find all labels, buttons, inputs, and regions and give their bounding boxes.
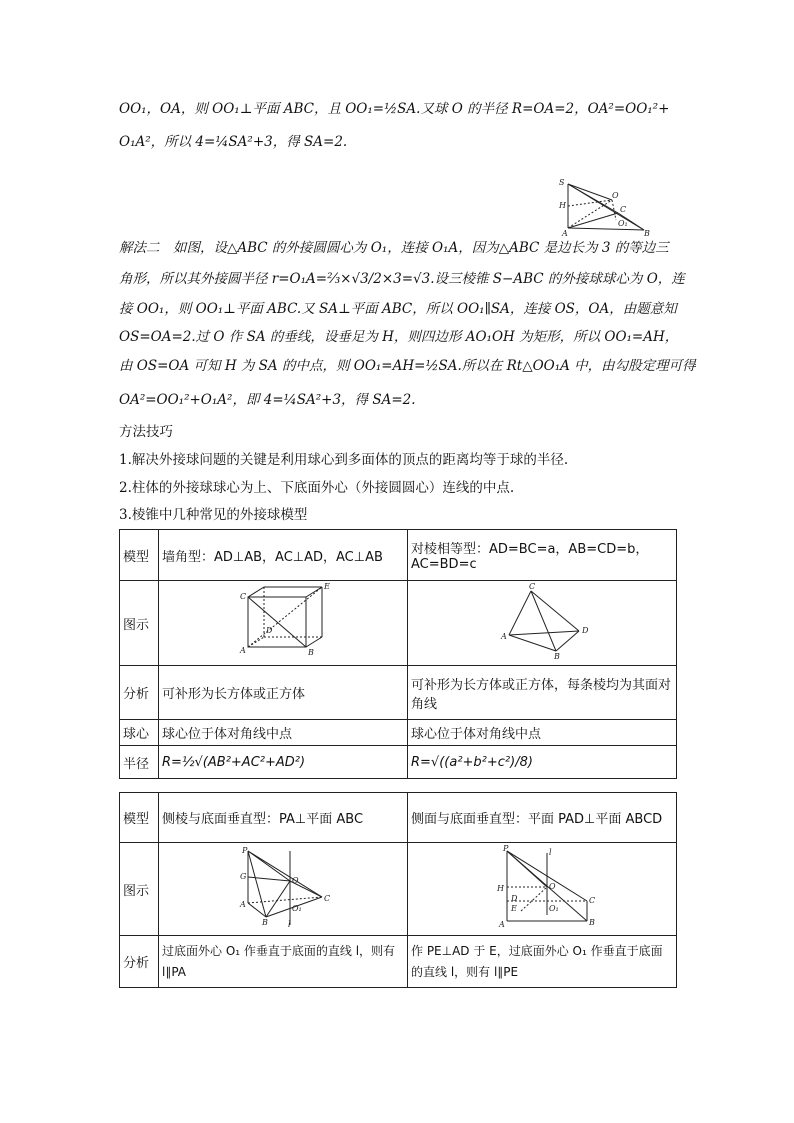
section-heading: 方法技巧 (119, 424, 173, 440)
figure-cell-4 (408, 843, 677, 936)
svg-text:C: C (529, 583, 536, 591)
header-model: 模型 (120, 530, 159, 581)
svg-text:A: A (562, 229, 568, 236)
analysis-2: 可补形为长方体或正方体，每条棱均为其面对角线 (408, 666, 677, 720)
header-figure: 图示 (120, 581, 159, 666)
text-line-2: O₁A²，所以 4=¼SA²+3，得 SA=2. (119, 134, 348, 150)
text-line-7: 由 OS=OA 可知 H 为 SA 的中点，则 OO₁=AH=½SA.所以在 Rt△OO₁A 中，由勾股定理可得 (119, 358, 696, 374)
header-figure-2: 图示 (120, 843, 159, 936)
svg-text:P: P (242, 846, 248, 855)
tip-1: 1.解决外接球问题的关键是利用球心到多面体的顶点的距离均等于球的半径. (119, 452, 569, 468)
svg-text:A: A (240, 646, 246, 655)
svg-text:H: H (559, 201, 566, 210)
center-2: 球心位于体对角线中点 (408, 720, 677, 746)
tetrahedron-figure (411, 583, 669, 659)
svg-text:C: C (240, 592, 247, 601)
svg-text:S: S (559, 178, 565, 187)
svg-text:O₁: O₁ (292, 904, 302, 913)
svg-text:C: C (589, 896, 596, 905)
svg-text:O: O (549, 882, 556, 891)
figure-cell-2 (408, 581, 677, 666)
header-model-2: 模型 (120, 793, 159, 843)
svg-text:l: l (549, 848, 552, 857)
svg-text:B: B (554, 652, 560, 659)
svg-text:C: C (324, 894, 331, 903)
svg-text:C: C (620, 205, 627, 214)
svg-text:O: O (292, 876, 299, 885)
header-radius: 半径 (120, 746, 159, 779)
text-line-5: 接 OO₁，则 OO₁⊥平面 ABC.又 SA⊥平面 ABC，所以 OO₁∥SA，连接 OS，OA，由题意知 (119, 301, 677, 317)
svg-text:D: D (582, 626, 589, 635)
svg-text:B: B (644, 229, 650, 236)
cuboid-figure (162, 583, 402, 659)
tip-3: 3.棱锥中几种常见的外接球模型 (119, 507, 308, 523)
svg-text:A: A (501, 632, 507, 641)
pyramid-figure-pa (162, 845, 402, 929)
analysis-3: 过底面外心 O₁ 作垂直于底面的直线 l，则有 l∥PA (159, 936, 408, 988)
svg-text:B: B (308, 648, 314, 657)
svg-text:E: E (324, 583, 330, 591)
radius-formula-1: R=½√(AB²+AC²+AD²) (159, 746, 408, 779)
model-lateral-face-perpendicular: 侧面与底面垂直型：平面 PAD⊥平面 ABCD (408, 793, 677, 843)
figure-cell-3 (159, 843, 408, 936)
text-line-1: OO₁，OA，则 OO₁⊥平面 ABC，且 OO₁=½SA.又球 O 的半径 R=OA=2，OA²=OO₁²+ (119, 101, 670, 117)
header-analysis: 分析 (120, 666, 159, 720)
figure-sphere-tetrahedron (556, 176, 656, 236)
analysis-4: 作 PE⊥AD 于 E，过底面外心 O₁ 作垂直于底面的直线 l，则有 l∥PE (408, 936, 677, 988)
model-equal-opposite-edges: 对棱相等型：AD=BC=a，AB=CD=b，AC=BD=c (408, 530, 677, 581)
model-table-1 (119, 529, 677, 779)
header-analysis-2: 分析 (120, 936, 159, 988)
text-line-6: OS=OA=2.过 O 作 SA 的垂线，设垂足为 H，则四边形 AO₁OH 为矩形，所以 OO₁=AH， (119, 329, 679, 345)
svg-text:D: D (511, 894, 518, 903)
svg-text:E: E (511, 904, 517, 913)
text-line-3: 解法二 如图，设△ABC 的外接圆圆心为 O₁，连接 O₁A，因为△ABC 是边长为 3 的等边三 (119, 240, 669, 256)
header-center: 球心 (120, 720, 159, 746)
svg-text:P: P (503, 845, 509, 853)
svg-text:O₁: O₁ (618, 219, 628, 228)
text-line-4: 角形，所以其外接圆半径 r=O₁A=⅔×√3/2×3=√3.设三棱锥 S−ABC 的外接球球心为 O，连 (119, 271, 685, 287)
model-lateral-edge-perpendicular: 侧棱与底面垂直型：PA⊥平面 ABC (159, 793, 408, 843)
svg-text:B: B (589, 918, 595, 927)
svg-text:O: O (612, 191, 619, 200)
pyramid-figure-pe (411, 845, 669, 929)
svg-text:G: G (240, 872, 247, 881)
svg-text:O₁: O₁ (549, 904, 559, 913)
model-table-2 (119, 792, 677, 988)
radius-formula-2: R=√((a²+b²+c²)/8) (408, 746, 677, 779)
svg-text:A: A (240, 900, 246, 909)
center-1: 球心位于体对角线中点 (159, 720, 408, 746)
figure-cell-1 (159, 581, 408, 666)
svg-text:D: D (266, 626, 273, 635)
tip-2: 2.柱体的外接球球心为上、下底面外心（外接圆圆心）连线的中点. (119, 480, 515, 496)
text-line-8: OA²=OO₁²+O₁A²，即 4=¼SA²+3，得 SA=2. (119, 392, 416, 408)
svg-text:H: H (497, 884, 504, 893)
analysis-1: 可补形为长方体或正方体 (159, 666, 408, 720)
svg-text:l: l (288, 920, 291, 929)
svg-text:B: B (262, 918, 268, 927)
svg-text:A: A (499, 920, 505, 929)
model-wall-corner: 墙角型：AD⊥AB，AC⊥AD，AC⊥AB (159, 530, 408, 581)
